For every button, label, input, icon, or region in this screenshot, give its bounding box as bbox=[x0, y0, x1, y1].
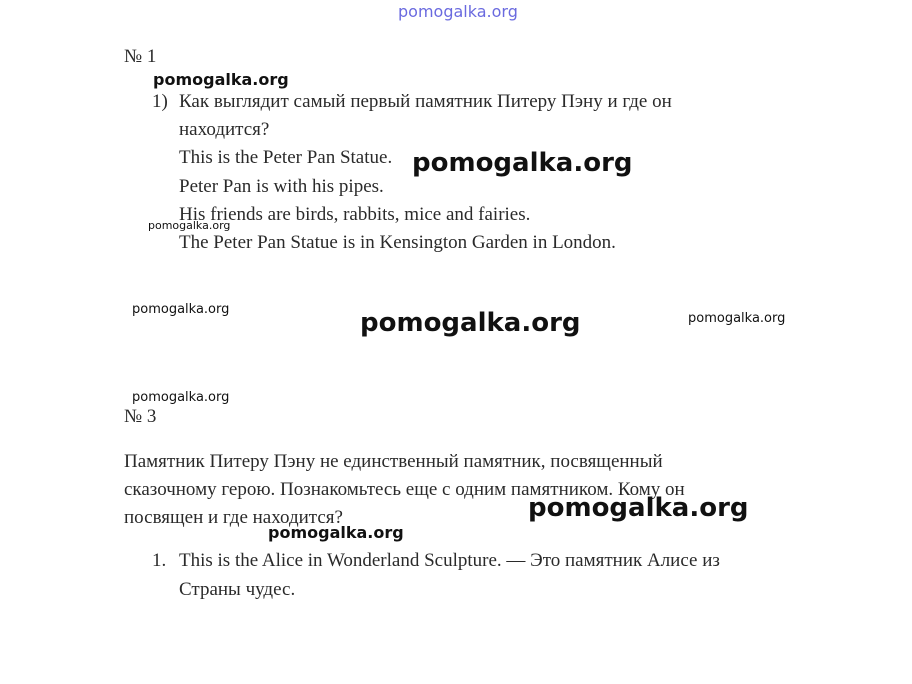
watermark: pomogalka.org bbox=[132, 390, 230, 405]
answer-line: His friends are birds, rabbits, mice and fairies. bbox=[179, 204, 531, 225]
section-3-heading: № 3 bbox=[124, 406, 157, 427]
item-number: 1. bbox=[152, 550, 167, 571]
watermark: pomogalka.org bbox=[360, 308, 581, 338]
watermark: pomogalka.org bbox=[148, 219, 231, 232]
watermark: pomogalka.org bbox=[412, 148, 633, 178]
watermark: pomogalka.org bbox=[528, 493, 749, 523]
answer-line: This is the Peter Pan Statue. bbox=[179, 147, 393, 168]
watermark: pomogalka.org bbox=[688, 311, 786, 326]
watermark: pomogalka.org bbox=[268, 523, 404, 542]
paragraph-line: посвящен и где находится? bbox=[124, 507, 343, 528]
answer-line: Peter Pan is with his pipes. bbox=[179, 176, 384, 197]
answer-line: The Peter Pan Statue is in Kensington Garden in London. bbox=[179, 232, 616, 253]
item-line: Страны чудес. bbox=[179, 579, 296, 600]
watermark-top: pomogalka.org bbox=[398, 2, 518, 21]
question-line: Как выглядит самый первый памятник Питеру Пэну и где он bbox=[179, 91, 672, 112]
question-line: находится? bbox=[179, 119, 270, 140]
watermark: pomogalka.org bbox=[132, 302, 230, 317]
section-1-heading: № 1 bbox=[124, 46, 157, 67]
paragraph-line: Памятник Питеру Пэну не единственный памятник, посвященный bbox=[124, 451, 663, 472]
paragraph-line: сказочному герою. Познакомьтесь еще с одним памятником. Кому он bbox=[124, 479, 685, 500]
question-number: 1) bbox=[152, 91, 168, 112]
watermark: pomogalka.org bbox=[153, 70, 289, 89]
item-line: This is the Alice in Wonderland Sculpture. — Это памятник Алисе из bbox=[179, 550, 720, 571]
